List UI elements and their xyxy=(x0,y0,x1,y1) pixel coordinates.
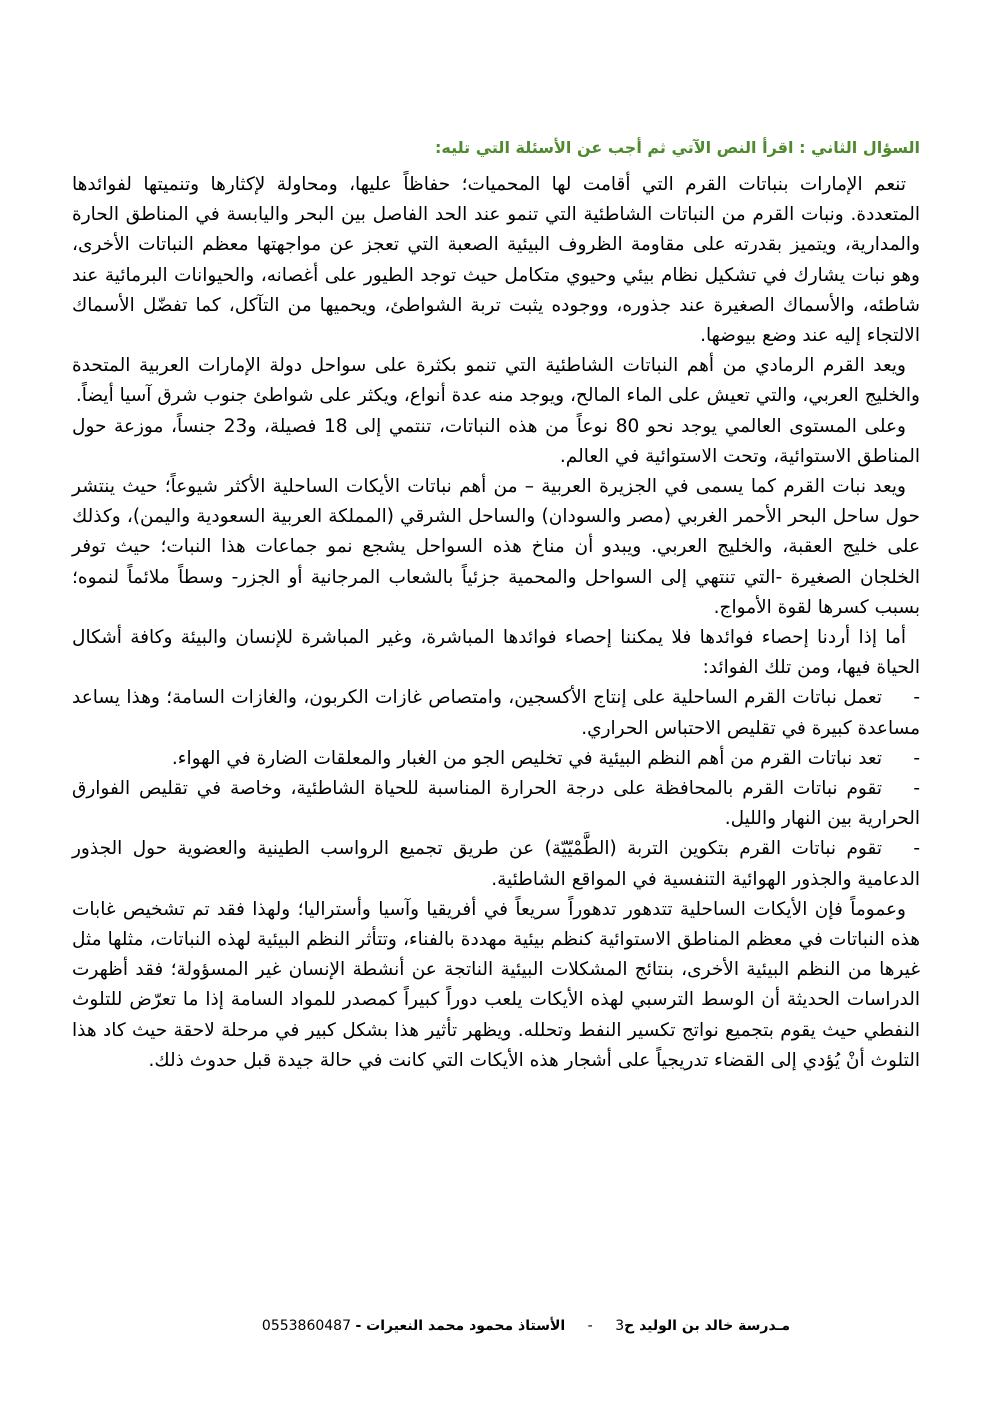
bullet-marker: - xyxy=(913,778,920,800)
bullet-text: تعمل نباتات القرم الساحلية على إنتاج الأكسجين، وامتصاص غازات الكربون، والغازات السامة؛ وهذا يساعد مساعدة كبيرة في تقليص الاحتباس الحراري. xyxy=(72,687,920,739)
footer-teacher: الأستاذ محمود محمد النعيرات - xyxy=(355,1318,566,1334)
page-footer xyxy=(190,1318,790,1334)
question-title: السؤال الثاني : اقرأ النص الآتي ثم أجب عن الأسئلة التي تليه: xyxy=(434,138,920,157)
paragraph-distribution: ويعد نبات القرم كما يسمى في الجزيرة العربية – من أهم نباتات الأيكات الساحلية الأكثر شيوعاً؛ حيث ينتشر حول ساحل البحر الأحمر الغربي (مصر والسودان) والساحل الشرقي (المملكة العربية السعودية واليمن)، وكذلك على خليج العقبة، والخليج العربي. ويبدو أن مناخ هذه السواحل يشجع نمو جماعات هذا النبات؛ حيث توفر الخلجان الصغيرة -التي تنتهي إلى السواحل والمحمية جزئياً بالشعاب المرجانية أو الجزر- وسطاً ملائماً لنموه؛ بسبب كسرها لقوة الأمواج. xyxy=(72,476,920,618)
footer-phone: 0553860487 xyxy=(261,1318,351,1334)
footer-school: مـدرسة خالد بن الوليد ح xyxy=(624,1318,790,1334)
bullet-text: تقوم نباتات القرم بتكوين التربة (الطَّمْيّيّة) عن طريق تجميع الرواسب الطينية والعضوية حول الجذور الدعامية والجذور الهوائية التنفسية في المواقع الشاطئية. xyxy=(72,838,920,890)
paragraph-closing: وعموماً فإن الأيكات الساحلية تتدهور تدهوراً سريعاً في أفريقيا وآسيا وأستراليا؛ ولهذا فقد تم تشخيص غابات هذه النباتات في معظم المناطق الاستوائية كنظم بيئية مهددة بالفناء، وتتأثر النظم البيئية لهذه النباتات، مثلها مثل غيرها من النظم البيئية الأخرى، بنتائج المشكلات البيئية الناتجة عن أنشطة الإنسان غير المسؤولة؛ فقد أظهرت الدراسات الحديثة أن الوسط الترسبي لهذه الأيكات يلعب دوراً كبيراً كمصدر للمواد السامة إذا ما تعرّض للتلوث النفطي حيث يقوم بتجميع نواتج تكسير النفط وتحلله. ويظهر تأثير هذا بشكل كبير في مرحلة لاحقة حيث كاد هذا التلوث أنْ يُؤدي إلى القضاء تدريجياً على أشجار هذه الأيكات التي كانت في حالة جيدة قبل حدوث ذلك. xyxy=(72,898,920,1071)
footer-cycle-number: 3 xyxy=(615,1318,625,1334)
bullet-text: تعد نباتات القرم من أهم النظم البيئية في تخليص الجو من الغبار والمعلقات الضارة في الهواء. xyxy=(171,747,882,769)
bullet-item xyxy=(72,834,920,894)
bullet-text: تقوم نباتات القرم بالمحافظة على درجة الحرارة المناسبة للحياة الشاطئية، وخاصة في تقليص الفوارق الحرارية بين النهار والليل. xyxy=(72,778,920,830)
bullet-item xyxy=(72,774,920,834)
bullet-item xyxy=(72,683,920,743)
paragraph-benefits-intro: أما إذا أردنا إحصاء فوائدها فلا يمكننا إحصاء فوائدها المباشرة، وغير المباشرة للإنسان والبيئة وكافة أشكال الحياة فيها، ومن تلك الفوائد: xyxy=(72,627,920,679)
paragraph-intro: تنعم الإمارات بنباتات القرم التي أقامت لها المحميات؛ حفاظاً عليها، ومحاولة لإكثارها وتنميتها لفوائدها المتعددة. ونبات القرم من النباتات الشاطئية التي تنمو عند الحد الفاصل بين البحر واليابسة في المناطق الحارة والمدارية، ويتميز بقدرته على مقاومة الظروف البيئية الصعبة التي تعجز عن مواجهتها معظم النباتات الأخرى، وهو نبات يشارك في تشكيل نظام بيئي وحيوي متكامل حيث توجد الطيور على أغصانه، والحيوانات البرمائية عند شاطئه، والأسماك الصغيرة عند جذوره، ووجوده يثبت تربة الشواطئ، ويحميها من التآكل، كما تفضّل الأسماك الالتجاء إليه عند وضع بيوضها. xyxy=(72,174,920,347)
bullet-marker: - xyxy=(913,838,920,860)
bullet-item xyxy=(72,744,920,774)
bullet-marker: - xyxy=(913,747,920,769)
document-page xyxy=(72,130,920,1076)
paragraph-global-species: وعلى المستوى العالمي يوجد نحو 80 نوعاً من هذه النباتات، تنتمي إلى 18 فصيلة، و23 جنساً، موزعة حول المناطق الاستوائية، وتحت الاستوائية في العالم. xyxy=(72,415,920,467)
footer-separator: - xyxy=(587,1318,593,1334)
paragraph-grey-mangrove: ويعد القرم الرمادي من أهم النباتات الشاطئية التي تنمو بكثرة على سواحل دولة الإمارات العربية المتحدة والخليج العربي، والتي تعيش على الماء المالح، ويوجد منه عدة أنواع، ويكثر على شواطئ جنوب شرق آسيا أيضاً. xyxy=(72,355,920,407)
bullet-marker: - xyxy=(913,687,920,709)
